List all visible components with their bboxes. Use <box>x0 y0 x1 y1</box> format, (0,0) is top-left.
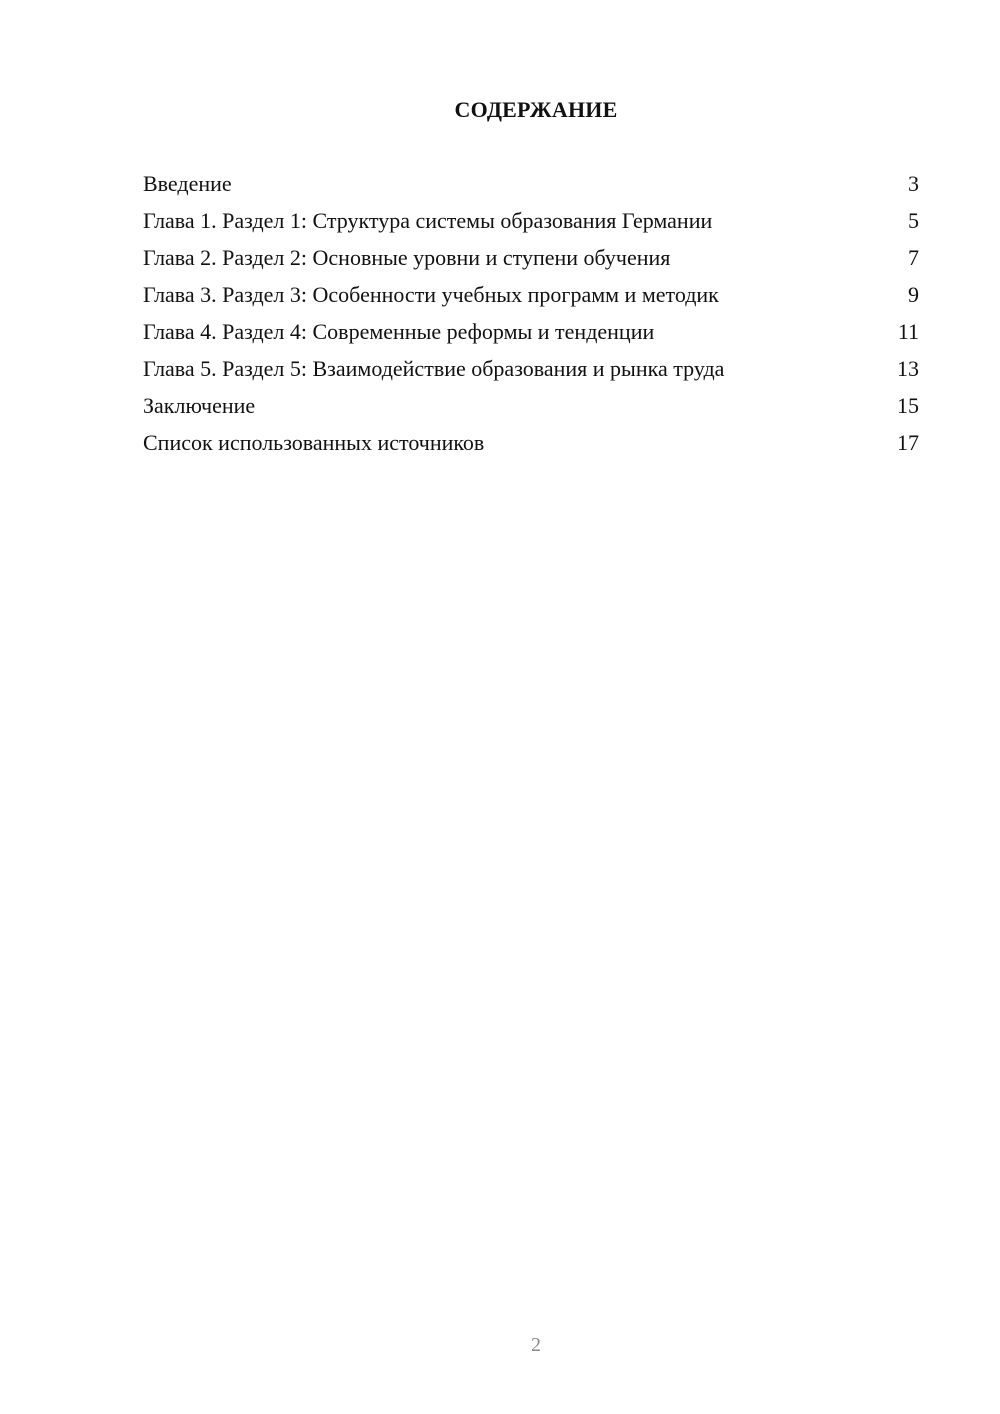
toc-item-chapter-4[interactable] <box>143 316 919 353</box>
toc-item-chapter-1[interactable] <box>143 205 919 242</box>
toc-item-label: Глава 3. Раздел 3: Особенности учебных программ и методик <box>143 282 719 307</box>
toc-item-label: Глава 1. Раздел 1: Структура системы образования Германии <box>143 208 713 233</box>
toc-item-chapter-5[interactable] <box>143 353 919 390</box>
page-number: 2 <box>531 1334 541 1356</box>
toc-item-label: Глава 2. Раздел 2: Основные уровни и ступени обучения <box>143 245 671 270</box>
toc-item-page: 5 <box>908 208 919 233</box>
toc-item-introduction[interactable] <box>143 168 919 205</box>
toc-item-page: 11 <box>897 319 919 344</box>
toc-item-references[interactable] <box>143 427 919 464</box>
toc-item-label: Глава 5. Раздел 5: Взаимодействие образования и рынка труда <box>143 356 725 381</box>
toc-item-page: 13 <box>897 356 919 381</box>
toc-item-page: 15 <box>897 393 919 418</box>
toc-item-label: Заключение <box>143 393 256 418</box>
toc-item-chapter-2[interactable] <box>143 242 919 279</box>
toc-item-label: Глава 4. Раздел 4: Современные реформы и тенденции <box>143 319 655 344</box>
toc-title: СОДЕРЖАНИЕ <box>454 97 618 122</box>
toc-item-page: 17 <box>897 430 919 455</box>
toc-list <box>143 168 919 464</box>
toc-item-label: Введение <box>143 171 232 196</box>
toc-item-page: 3 <box>908 171 919 196</box>
toc-item-chapter-3[interactable] <box>143 279 919 316</box>
toc-item-label: Список использованных источников <box>143 430 485 455</box>
toc-item-page: 9 <box>908 282 919 307</box>
toc-item-conclusion[interactable] <box>143 390 919 427</box>
toc-item-page: 7 <box>908 245 919 270</box>
